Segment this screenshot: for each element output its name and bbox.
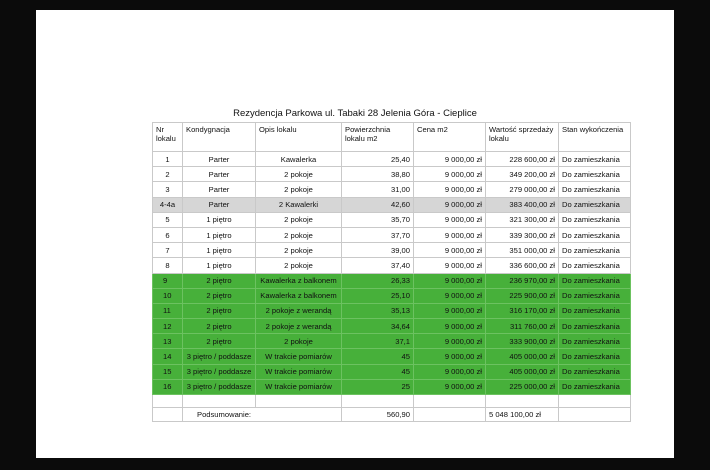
- cell-wartosc: 311 760,00 zł: [486, 319, 559, 334]
- header-nr: Nr lokalu: [153, 123, 183, 152]
- table-header-row: [153, 123, 631, 152]
- cell-powierzchnia: 35,13: [342, 303, 414, 318]
- cell-kondygnacja: Parter: [183, 182, 256, 197]
- cell-wartosc: 405 000,00 zł: [486, 349, 559, 364]
- cell-cena: 9 000,00 zł: [414, 182, 486, 197]
- cell-stan: Do zamieszkania: [559, 167, 631, 182]
- cell-wartosc: 279 000,00 zł: [486, 182, 559, 197]
- cell-powierzchnia: 45: [342, 349, 414, 364]
- cell-stan: Do zamieszkania: [559, 349, 631, 364]
- cell-nr: 12: [153, 319, 183, 334]
- cell-nr: 1: [153, 152, 183, 167]
- cell-kondygnacja: Parter: [183, 197, 256, 212]
- summary-label: Podsumowanie:: [183, 408, 342, 422]
- table-blank-row: [153, 395, 631, 408]
- table-row: [153, 243, 631, 258]
- cell-nr: 8: [153, 258, 183, 273]
- cell-opis: Kawalerka: [256, 152, 342, 167]
- cell-wartosc: 336 600,00 zł: [486, 258, 559, 273]
- cell-powierzchnia: 37,1: [342, 334, 414, 349]
- cell-wartosc: 333 900,00 zł: [486, 334, 559, 349]
- apartments-table: [152, 122, 631, 422]
- cell-kondygnacja: 2 piętro: [183, 273, 256, 288]
- cell-powierzchnia: 35,70: [342, 212, 414, 227]
- cell-powierzchnia: 37,40: [342, 258, 414, 273]
- table-row: [153, 349, 631, 364]
- table-row: [153, 379, 631, 394]
- cell-kondygnacja: 1 piętro: [183, 212, 256, 227]
- cell-powierzchnia: 25: [342, 379, 414, 394]
- cell-opis: 2 Kawalerki: [256, 197, 342, 212]
- cell-wartosc: 228 600,00 zł: [486, 152, 559, 167]
- cell-wartosc: 339 300,00 zł: [486, 227, 559, 242]
- cell-wartosc: 349 200,00 zł: [486, 167, 559, 182]
- cell-nr: 2: [153, 167, 183, 182]
- cell-kondygnacja: 2 piętro: [183, 334, 256, 349]
- cell-nr: 16: [153, 379, 183, 394]
- cell-opis: 2 pokoje: [256, 334, 342, 349]
- table-row: [153, 212, 631, 227]
- cell-nr: 10: [153, 288, 183, 303]
- table-row: [153, 227, 631, 242]
- cell-opis: 2 pokoje: [256, 243, 342, 258]
- cell-opis: 2 pokoje: [256, 167, 342, 182]
- header-stan: Stan wykończenia: [559, 123, 631, 152]
- cell-wartosc: 321 300,00 zł: [486, 212, 559, 227]
- table-row: [153, 334, 631, 349]
- document-page: [36, 10, 674, 458]
- cell-cena: 9 000,00 zł: [414, 303, 486, 318]
- table-row: [153, 303, 631, 318]
- cell-wartosc: 236 970,00 zł: [486, 273, 559, 288]
- table-row: [153, 258, 631, 273]
- cell-nr: 7: [153, 243, 183, 258]
- cell-nr: 3: [153, 182, 183, 197]
- cell-cena: 9 000,00 zł: [414, 379, 486, 394]
- cell-cena: 9 000,00 zł: [414, 334, 486, 349]
- cell-nr: 15: [153, 364, 183, 379]
- cell-kondygnacja: Parter: [183, 167, 256, 182]
- cell-powierzchnia: 45: [342, 364, 414, 379]
- header-wartosc: Wartość sprzedaży lokalu: [486, 123, 559, 152]
- cell-opis: W trakcie pomiarów: [256, 364, 342, 379]
- cell-opis: 2 pokoje: [256, 227, 342, 242]
- cell-cena: 9 000,00 zł: [414, 319, 486, 334]
- cell-wartosc: 383 400,00 zł: [486, 197, 559, 212]
- cell-kondygnacja: 3 piętro / poddasze: [183, 379, 256, 394]
- cell-kondygnacja: Parter: [183, 152, 256, 167]
- cell-nr: 13: [153, 334, 183, 349]
- cell-wartosc: 225 000,00 zł: [486, 379, 559, 394]
- cell-stan: Do zamieszkania: [559, 319, 631, 334]
- cell-nr: 4-4a: [153, 197, 183, 212]
- cell-nr: 5: [153, 212, 183, 227]
- cell-cena: 9 000,00 zł: [414, 364, 486, 379]
- cell-stan: Do zamieszkania: [559, 303, 631, 318]
- table-row: [153, 288, 631, 303]
- header-kondygnacja: Kondygnacja: [183, 123, 256, 152]
- cell-stan: Do zamieszkania: [559, 334, 631, 349]
- cell-cena: 9 000,00 zł: [414, 227, 486, 242]
- header-powierzchnia: Powierzchnia lokalu m2: [342, 123, 414, 152]
- cell-stan: Do zamieszkania: [559, 152, 631, 167]
- cell-kondygnacja: 1 piętro: [183, 243, 256, 258]
- header-cena: Cena m2: [414, 123, 486, 152]
- cell-wartosc: 225 900,00 zł: [486, 288, 559, 303]
- cell-kondygnacja: 1 piętro: [183, 227, 256, 242]
- cell-stan: Do zamieszkania: [559, 197, 631, 212]
- cell-kondygnacja: 3 piętro / poddasze: [183, 349, 256, 364]
- cell-kondygnacja: 2 piętro: [183, 288, 256, 303]
- cell-kondygnacja: 2 piętro: [183, 303, 256, 318]
- cell-cena: 9 000,00 zł: [414, 288, 486, 303]
- cell-powierzchnia: 42,60: [342, 197, 414, 212]
- cell-stan: Do zamieszkania: [559, 273, 631, 288]
- cell-stan: Do zamieszkania: [559, 288, 631, 303]
- cell-stan: Do zamieszkania: [559, 379, 631, 394]
- table-row: [153, 182, 631, 197]
- summary-row: [153, 408, 631, 422]
- table-row: [153, 273, 631, 288]
- cell-cena: 9 000,00 zł: [414, 273, 486, 288]
- cell-stan: Do zamieszkania: [559, 227, 631, 242]
- table-row: [153, 152, 631, 167]
- cell-cena: 9 000,00 zł: [414, 152, 486, 167]
- cell-powierzchnia: 37,70: [342, 227, 414, 242]
- header-opis: Opis lokalu: [256, 123, 342, 152]
- table-row: [153, 364, 631, 379]
- table-body: [153, 152, 631, 395]
- cell-opis: 2 pokoje z werandą: [256, 319, 342, 334]
- cell-nr: 14: [153, 349, 183, 364]
- cell-wartosc: 316 170,00 zł: [486, 303, 559, 318]
- table-row: [153, 167, 631, 182]
- cell-wartosc: 351 000,00 zł: [486, 243, 559, 258]
- table-row: [153, 319, 631, 334]
- summary-total-value: 5 048 100,00 zł: [486, 408, 559, 422]
- cell-opis: 2 pokoje: [256, 212, 342, 227]
- cell-opis: 2 pokoje: [256, 182, 342, 197]
- cell-kondygnacja: 1 piętro: [183, 258, 256, 273]
- cell-powierzchnia: 26,33: [342, 273, 414, 288]
- cell-opis: 2 pokoje z werandą: [256, 303, 342, 318]
- cell-opis: W trakcie pomiarów: [256, 379, 342, 394]
- cell-wartosc: 405 000,00 zł: [486, 364, 559, 379]
- cell-powierzchnia: 38,80: [342, 167, 414, 182]
- cell-stan: Do zamieszkania: [559, 258, 631, 273]
- cell-kondygnacja: 3 piętro / poddasze: [183, 364, 256, 379]
- cell-opis: W trakcie pomiarów: [256, 349, 342, 364]
- document-title: Rezydencja Parkowa ul. Tabaki 28 Jelenia Góra - Cieplice: [233, 108, 477, 119]
- cell-powierzchnia: 31,00: [342, 182, 414, 197]
- cell-powierzchnia: 25,40: [342, 152, 414, 167]
- cell-opis: 2 pokoje: [256, 258, 342, 273]
- cell-cena: 9 000,00 zł: [414, 197, 486, 212]
- summary-total-area: 560,90: [342, 408, 414, 422]
- cell-cena: 9 000,00 zł: [414, 258, 486, 273]
- cell-cena: 9 000,00 zł: [414, 349, 486, 364]
- cell-opis: Kawalerka z balkonem: [256, 288, 342, 303]
- cell-nr: 9: [153, 273, 183, 288]
- table-row: [153, 197, 631, 212]
- cell-cena: 9 000,00 zł: [414, 167, 486, 182]
- cell-powierzchnia: 34,64: [342, 319, 414, 334]
- cell-nr: 6: [153, 227, 183, 242]
- cell-cena: 9 000,00 zł: [414, 212, 486, 227]
- cell-stan: Do zamieszkania: [559, 182, 631, 197]
- cell-stan: Do zamieszkania: [559, 243, 631, 258]
- cell-stan: Do zamieszkania: [559, 212, 631, 227]
- cell-nr: 11: [153, 303, 183, 318]
- cell-kondygnacja: 2 piętro: [183, 319, 256, 334]
- cell-cena: 9 000,00 zł: [414, 243, 486, 258]
- cell-powierzchnia: 39,00: [342, 243, 414, 258]
- cell-powierzchnia: 25,10: [342, 288, 414, 303]
- cell-stan: Do zamieszkania: [559, 364, 631, 379]
- cell-opis: Kawalerka z balkonem: [256, 273, 342, 288]
